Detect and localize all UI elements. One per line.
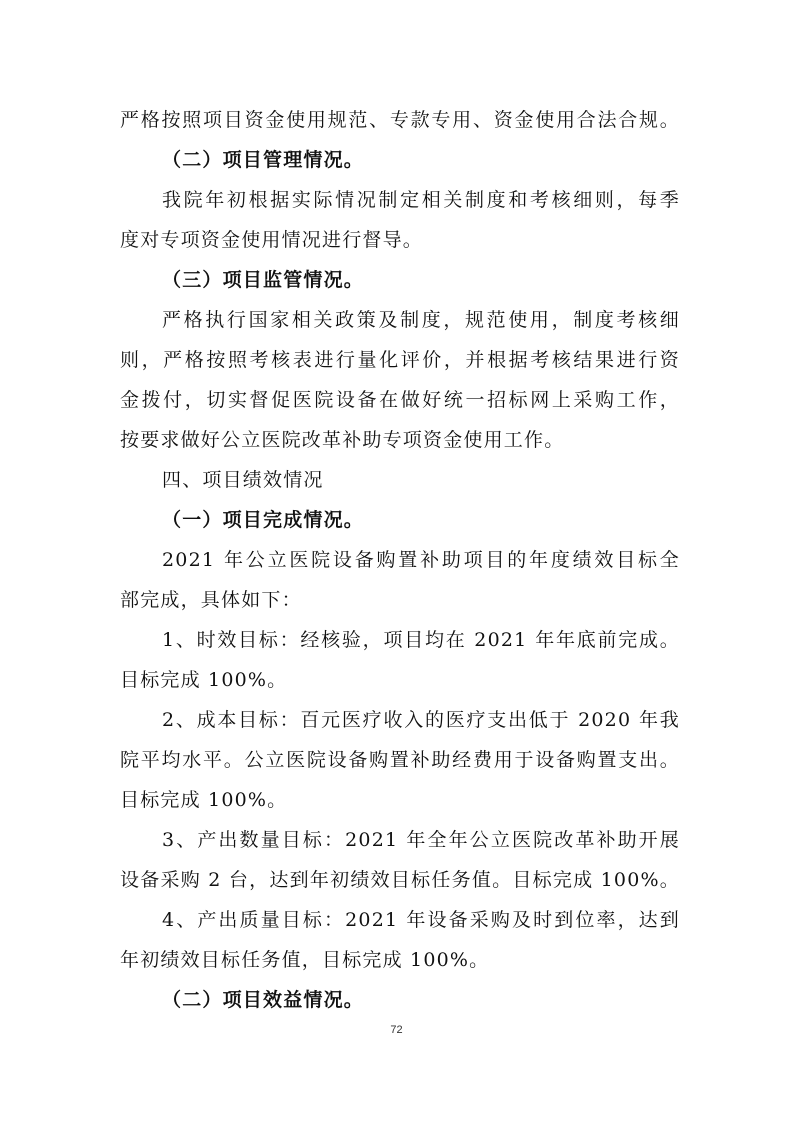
body-line: 度对专项资金使用情况进行督导。 xyxy=(120,229,424,251)
section-heading-plain: 四、项目绩效情况 xyxy=(162,469,324,491)
body-line: 我院年初根据实际情况制定相关制度和考核细则，每季 xyxy=(162,189,680,211)
body-line: 年初绩效目标任务值，目标完成 100%。 xyxy=(120,949,490,971)
section-heading: （二）项目管理情况。 xyxy=(162,149,365,171)
body-line: 严格按照项目资金使用规范、专款专用、资金使用合法合规。 xyxy=(120,109,680,131)
section-heading: （三）项目监管情况。 xyxy=(162,269,365,291)
body-line: 2、成本目标：百元医疗收入的医疗支出低于 2020 年我 xyxy=(162,709,680,731)
body-line: 目标完成 100%。 xyxy=(120,789,288,811)
body-line: 部完成，具体如下： xyxy=(120,589,302,611)
body-line: 4、产出质量目标：2021 年设备采购及时到位率，达到 xyxy=(162,909,680,931)
page-number: 72 xyxy=(390,1024,403,1036)
body-line: 则，严格按照考核表进行量化评价，并根据考核结果进行资 xyxy=(120,349,680,371)
body-line: 2021 年公立医院设备购置补助项目的年度绩效目标全 xyxy=(162,549,680,571)
body-line: 1、时效目标：经核验，项目均在 2021 年年底前完成。 xyxy=(162,629,680,651)
section-heading: （二）项目效益情况。 xyxy=(162,989,365,1011)
body-line: 院平均水平。公立医院设备购置补助经费用于设备购置支出。 xyxy=(120,749,680,771)
body-line: 目标完成 100%。 xyxy=(120,669,288,691)
body-line: 3、产出数量目标：2021 年全年公立医院改革补助开展 xyxy=(162,829,680,851)
section-heading: （一）项目完成情况。 xyxy=(162,509,365,531)
body-line: 设备采购 2 台，达到年初绩效目标任务值。目标完成 100%。 xyxy=(120,869,680,891)
body-line: 按要求做好公立医院改革补助专项资金使用工作。 xyxy=(120,429,565,451)
body-line: 严格执行国家相关政策及制度，规范使用，制度考核细 xyxy=(162,309,680,331)
body-line: 金拨付，切实督促医院设备在做好统一招标网上采购工作， xyxy=(120,389,680,411)
